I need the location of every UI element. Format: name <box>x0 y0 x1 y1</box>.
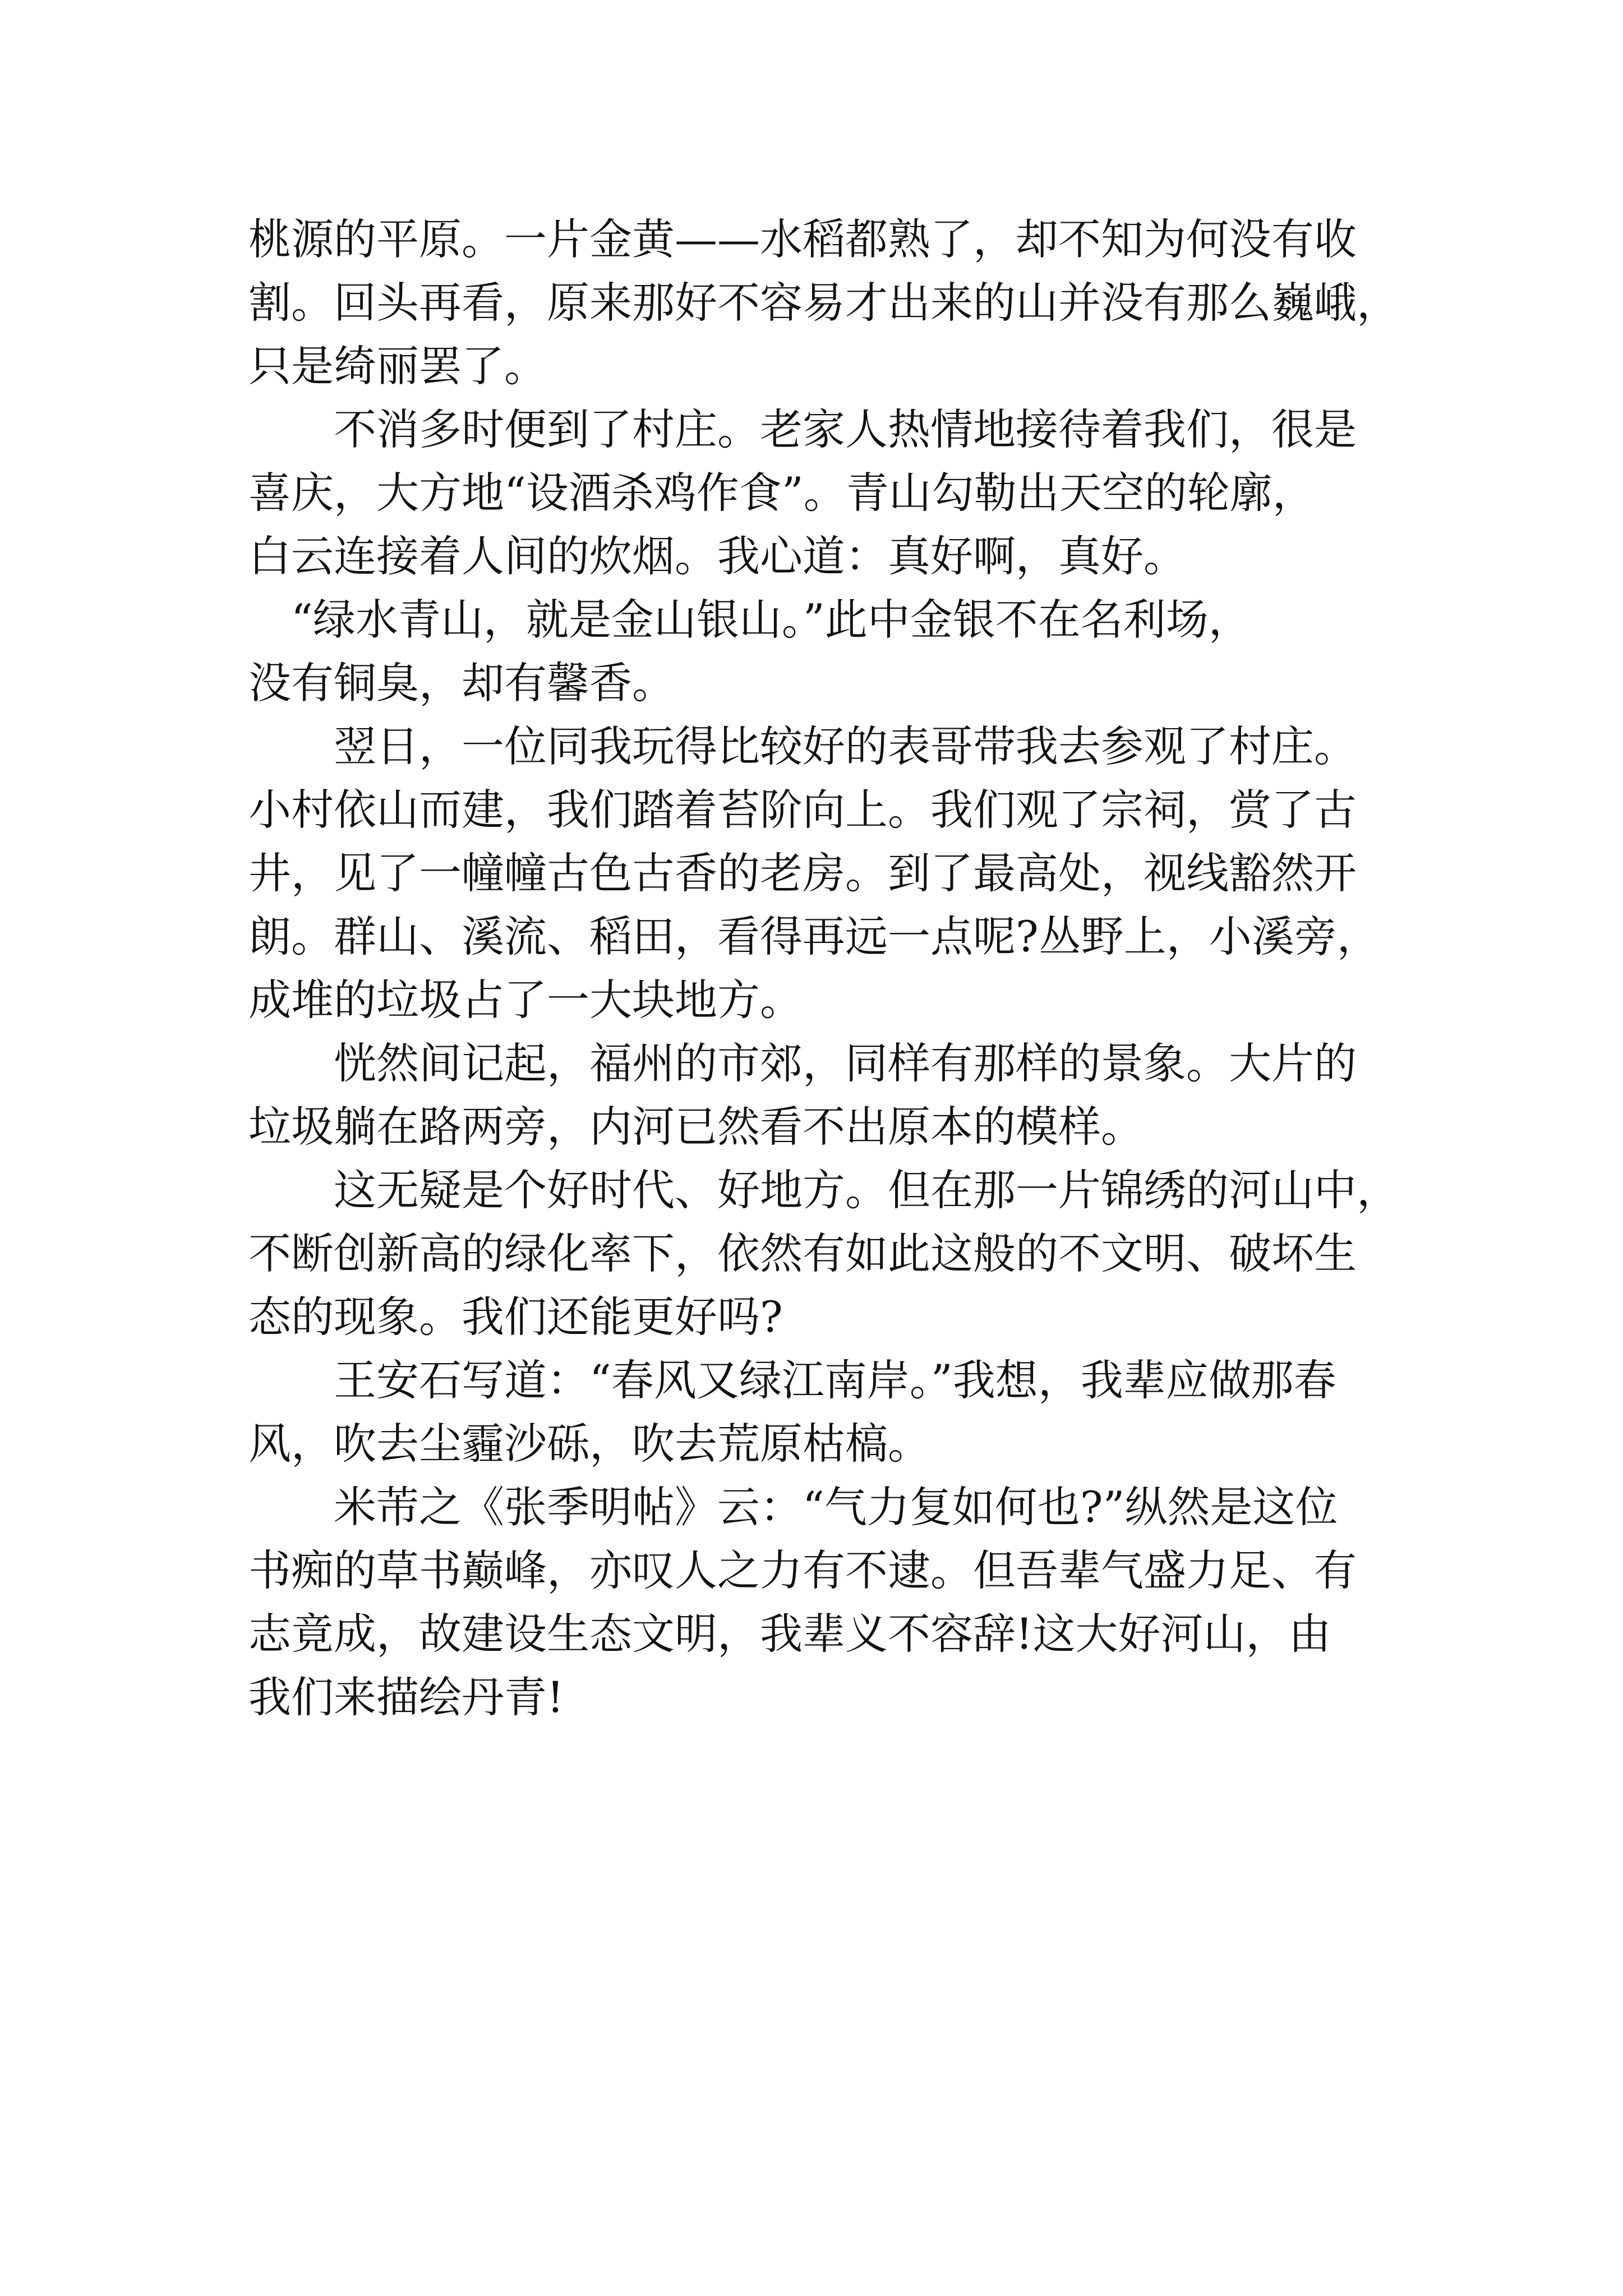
text-line: 割。回头再看，原来那好不容易才出来的山并没有那么巍峨， <box>248 278 1399 328</box>
paragraph-7 <box>248 1349 1404 1475</box>
text-line: 不消多时便到了村庄。老家人热情地接待着我们，很是 <box>248 404 1357 454</box>
paragraph-2 <box>248 398 1404 588</box>
paragraph-5 <box>248 1032 1404 1158</box>
text-line: 垃圾躺在路两旁，内河已然看不出原本的模样。 <box>248 1102 1144 1152</box>
text-line: 喜庆，大方地“设酒杀鸡作食”。青山勾勒出天空的轮廓， <box>248 468 1315 518</box>
paragraph-3 <box>248 588 1404 715</box>
paragraph-1 <box>248 208 1404 398</box>
text-line: 桃源的平原。一片金黄——水稻都熟了，却不知为何没有收 <box>248 214 1357 264</box>
text-line: 小村依山而建，我们踏着苔阶向上。我们观了宗祠，赏了古 <box>248 785 1357 835</box>
text-line: 朗。群山、溪流、稻田，看得再远一点呢?丛野上，小溪旁， <box>248 912 1380 961</box>
text-line: 没有铜臭，却有馨香。 <box>248 658 675 708</box>
paragraph-8 <box>248 1475 1404 1729</box>
text-line: 书痴的草书巅峰，亦叹人之力有不逮。但吾辈气盛力足、有 <box>248 1545 1357 1595</box>
essay-body <box>248 208 1404 1729</box>
text-line: 米芾之《张季明帖》云：“气力复如何也?”纵然是这位 <box>248 1482 1338 1532</box>
text-line: 态的现象。我们还能更好吗? <box>248 1292 783 1342</box>
text-line: 只是绮丽罢了。 <box>248 341 547 391</box>
text-line: 这无疑是个好时代、好地方。但在那一片锦绣的河山中， <box>248 1165 1399 1215</box>
text-line: 王安石写道：“春风又绿江南岸。”我想，我辈应做那春 <box>248 1355 1336 1405</box>
paragraph-6 <box>248 1158 1404 1349</box>
text-line: 风，吹去尘霾沙砾，吹去荒原枯槁。 <box>248 1419 930 1469</box>
text-line: 不断创新高的绿化率下，依然有如此这般的不文明、破坏生 <box>248 1228 1357 1278</box>
text-line: 恍然间记起，福州的市郊，同样有那样的景象。大片的 <box>248 1038 1357 1088</box>
text-line: “绿水青山，就是金山银山。”此中金银不在名利场， <box>248 595 1251 645</box>
text-line: 志竟成，故建设生态文明，我辈义不容辞!这大好河山，由 <box>248 1609 1331 1659</box>
paragraph-4 <box>248 715 1404 1032</box>
text-line: 白云连接着人间的炊烟。我心道：真好啊，真好。 <box>248 531 1186 581</box>
text-line: 我们来描绘丹青! <box>248 1672 564 1722</box>
text-line: 井，见了一幢幢古色古香的老房。到了最高处，视线豁然开 <box>248 848 1357 898</box>
text-line: 翌日，一位同我玩得比较好的表哥带我去参观了村庄。 <box>248 721 1357 771</box>
text-line: 成堆的垃圾占了一大块地方。 <box>248 975 803 1025</box>
